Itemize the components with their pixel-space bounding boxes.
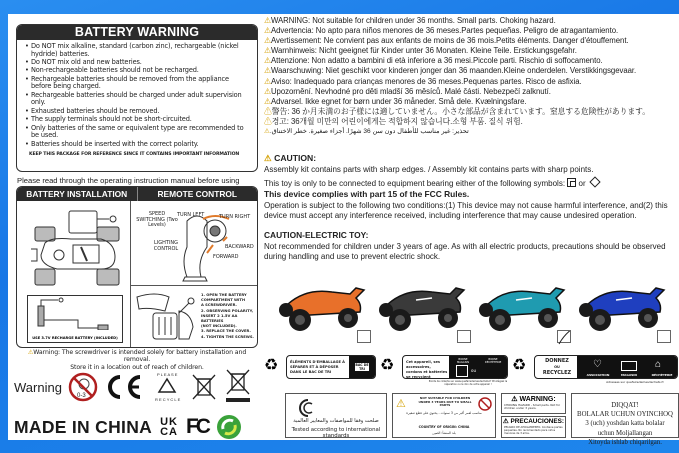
step-line: INSERT 2 1.5V AA BATTERIES — [201, 313, 238, 324]
variant-black-checkbox[interactable] — [457, 330, 471, 343]
battery-warning-item: • Only batteries of the same or equivalent type are recommended to be used. — [25, 125, 251, 140]
green-dot-icon — [216, 414, 242, 440]
warning-triangle-icon: ⚠ — [27, 349, 34, 356]
triman-icon: ♻ — [512, 357, 527, 374]
usb-charging-diagram — [27, 295, 123, 343]
backward-label: BACKWARD — [225, 244, 254, 250]
warning-line: تحذير: غير مناسب للأطفال دون سن 36 شهرًا. أجزاء صغيرة. خطر الاختناق.⚠ — [264, 128, 469, 136]
battery-installation-title: BATTERY INSTALLATION — [17, 187, 138, 201]
warning-triangle-icon: ⚠ — [264, 106, 272, 116]
warning-line: ⚠Advertencia: No apto para niños menores de 36 meses.Partes pequeñas. Peligro de atragantamiento. — [264, 26, 619, 36]
warning-line: ⚠WARNING: Not suitable for children under 36 months. Small parts. Choking hazard. — [264, 16, 556, 25]
store-icon — [456, 365, 468, 377]
step-line: 1. OPEN THE BATTERY — [201, 293, 247, 297]
car-topview-illustration — [31, 209, 127, 293]
warning-line: ⚠Upozornění. Nevhodné pro děti mladší 36 měsíců. Malé části. Nebezpečí zalknutí. — [264, 86, 551, 96]
no-under-3-icon — [478, 397, 492, 411]
turn-left-label: TURN LEFT — [177, 212, 205, 218]
class-iii-diamond-icon — [589, 176, 600, 187]
bin-icon: ⌂ — [655, 359, 662, 370]
battery-warning-item: • Do NOT mix alkaline, standard (carbon zinc), rechargeable (nickel hydride) batteries. — [25, 43, 251, 58]
electric-toy-body: Not recommended for children under 3 years of age. As with all electric products, precautions should be observed during handling and use to prevent electric shock. — [264, 242, 666, 261]
warning-line: ⚠Attenzione: Non adatto a bambini di età inferiore a 36 mesi.Piccole parti. Rischio di soffocamento. — [264, 56, 603, 66]
triman-icon: ♻ — [264, 357, 279, 374]
ukca-mark-icon: UK CA — [160, 416, 178, 438]
car-blue-image — [576, 282, 668, 336]
turn-right-label: TURN RIGHT — [219, 214, 251, 220]
compliance-marks-row — [14, 369, 252, 405]
warning-triangle-icon: ⚠ — [264, 96, 271, 106]
variant-teal-checkbox[interactable] — [557, 330, 571, 343]
ce-mark-icon — [104, 373, 144, 401]
electric-toy-title: CAUTION-ELECTRIC TOY: — [264, 230, 369, 240]
keep-package-note: KEEP THIS PACKAGE FOR REFERENCE SINCE IT CONTAINS IMPORTANT INFORMATION — [29, 151, 240, 157]
svg-text:0-3: 0-3 — [76, 393, 86, 399]
certification-boxes — [262, 393, 679, 446]
battery-compartment-illustration — [135, 291, 199, 345]
step-line: (NOT INCLUDED). — [201, 324, 237, 329]
shop-icon — [621, 361, 637, 371]
car-teal-image — [476, 282, 568, 336]
bac-de-tri-icon: BAC DE TRI — [355, 363, 369, 371]
triman-recycling-row — [262, 351, 679, 389]
warning-triangle-icon: ⚠ — [264, 66, 271, 76]
battery-warning-item: • Rechargeable batteries should be charged under adult supervision only. — [25, 92, 251, 107]
crossed-bin-icon — [190, 372, 218, 402]
heart-hand-icon: ♡ — [593, 359, 602, 370]
forward-label: FORWARD — [213, 254, 239, 260]
crossed-bin-bar-icon — [224, 369, 252, 405]
warning-triangle-icon: ⚠ — [264, 128, 270, 136]
speed-switching-label: SPEED SWITCHING (Two Levels) — [136, 211, 178, 229]
divider — [130, 285, 257, 286]
warning-triangle-icon: ⚠ — [264, 46, 271, 56]
origin-marks-row — [14, 414, 242, 440]
appliance-recycle-box: Cet appareil, ses accessoires, cordons et batteries se recyclent BORNE MAGASIN BORNE DÉCHÈTERIE ou — [402, 355, 508, 379]
battery-warning-box — [16, 24, 258, 172]
not-suitable-box: ⚠ NOT SUITABLE FOR CHILDREN UNDER 3 YEARS DUE TO SMALL PARTS مناسب لعمر أكبر من 3 سنوات - يحتوي على قطع صغيرة COUNTRY OF ORIGIN: CHINA بلد المنشأ: الصين — [392, 393, 496, 438]
variant-blue-checkbox[interactable] — [657, 330, 671, 343]
svg-text:P L E A S E: P L E A S E — [156, 372, 178, 377]
usb-cable-icon — [28, 296, 122, 330]
addresses-note: Adresses sur quefairedemesdechets.fr — [606, 380, 664, 384]
warning-triangle-icon: ⚠ — [264, 153, 272, 163]
fcc-mark-icon: FC — [185, 415, 208, 438]
warning-line: ⚠警告: 36 か月未満のお子様には適していません。小さな部品が含まれています。窒息する危険性があります。 — [264, 106, 650, 116]
remote-control-title: REMOTE CONTROL — [157, 189, 238, 199]
precauciones-box: ⚠ PRECAUCIONES: PELIGRO DE AHOGAMIENTO. Contiene partes pequeñas. No recomendado para niños menores de 3 años. — [501, 416, 566, 438]
warning-triangle-icon: ⚠ — [264, 86, 271, 96]
label-panel — [8, 14, 679, 446]
warning-line: ⚠Advarsel. Ikke egnet for børn under 36 måneder. Små dele. Kvælningsfare. — [264, 96, 527, 106]
assembly-caution: Assembly kit contains parts with sharp edges. / Assembly kit contains parts with sharp points. — [264, 165, 594, 174]
usb-battery-label: USE 3.7V RECHARGE BATTERY (INCLUDED) — [32, 335, 118, 340]
battery-warning-item: • Non-rechargeable batteries should not be recharged. — [25, 67, 251, 75]
step-line: A SCREWDRIVER. — [201, 303, 237, 308]
variant-orange-checkbox[interactable] — [357, 330, 371, 343]
battery-warning-item: • Batteries should be inserted with the correct polarity. — [25, 141, 251, 149]
warning-line: ⚠경고: 36개월 미만의 어린이에게는 적합하지 않습니다.소형 부품. 질식 위험. — [264, 116, 523, 126]
packaging-sort-box: ÉLÉMENTS D'EMBALLAGE À SÉPARER ET À DÉPOSER DANS LE BAC DE TRI BAC DE TRI — [286, 355, 376, 379]
car-orange-image — [276, 282, 368, 336]
warning-triangle-icon: ⚠ — [396, 398, 406, 410]
screwdriver-warning-line: Warning: The screwdriver is intended solely for battery installation and removal. — [33, 349, 247, 364]
warning-triangle-icon: ⚠ — [264, 56, 271, 66]
tested-standards-box: صلحت وفقا للمواصفات والمعايير العالمية Tested according to international standards — [285, 393, 387, 438]
collection-note: Points de collecte sur www.quefairedemesdechets.fr Privilégiez la réparation ou le don de votre appareil ! — [428, 380, 508, 386]
uzbek-warning-box: DIQQAT! BOLALAR UCHUN OYINCHOQ 3 (uch) yoshdan katta bolalar uchun Moljallangan Xitoyda ishlab chiqarilgan. — [571, 393, 679, 438]
warning-line: ⚠Avertissement: Ne convient pas aux enfants de moins de 36 mois.Petits éléments. Danger d'étouffement. — [264, 36, 629, 46]
fcc-body: Operation is subject to the following two conditions:(1) This device may not cause harmful interference, and(2) this device must accept any interference received, including interference that may cause undesired operation. — [264, 201, 668, 220]
color-variants — [274, 282, 679, 344]
warning-line: ⚠Waarschuwing: Niet geschikt voor kinderen jonger dan 36 maanden.Kleine onderdelen. Verstikkingsgevaar. — [264, 66, 637, 76]
triman-icon: ♻ — [380, 357, 395, 374]
no-under-3-icon — [68, 372, 98, 402]
fcc-title: This device complies with part 15 of the FCC Rules. — [264, 189, 470, 199]
warning-line: ⚠Warnhinweis: Nicht geeignet für Kinder unter 36 Monaten. Kleine Teile. Erstickungsgefahr. — [264, 46, 577, 56]
warning-triangle-icon: ⚠ — [264, 76, 271, 86]
battery-warning-item: • Do NOT mix old and new batteries. — [25, 59, 251, 67]
step-line: COMPARTMENT WITH — [201, 298, 246, 303]
multilingual-warnings — [264, 16, 679, 137]
svg-text:R E C Y C L E: R E C Y C L E — [154, 397, 181, 402]
step-line: 2. OBSERVING POLARITY, — [201, 308, 254, 313]
warning-triangle-icon: ⚠ — [264, 26, 271, 36]
step-line: 3. REPLACE THE COVER. — [201, 329, 251, 334]
warning-word: Warning — [14, 379, 62, 395]
warning-triangle-icon: ⚠ — [264, 36, 271, 46]
please-recycle-icon — [150, 370, 184, 404]
lighting-control-label: LIGHTING CONTROL — [153, 240, 179, 252]
battery-steps — [201, 293, 257, 340]
choking-warning-box: ⚠ WARNING: CHOKING HAZARD - Small parts. Not for children under 3 years. — [501, 393, 566, 414]
warning-line: ⚠Aviso: Inadequado para crianças menores de 36 meses.Pequenas partes. Risco de asfixia. — [264, 76, 582, 86]
battery-warning-item: • The supply terminals should not be short-circuited. — [25, 116, 251, 124]
tested-logo-icon — [294, 398, 324, 418]
connection-note: This toy is only to be connected to equipment bearing either of the following symbols: or — [264, 178, 679, 189]
warning-triangle-icon: ⚠ — [264, 16, 271, 25]
screwdriver-warning — [14, 349, 260, 371]
read-manual-note: Please read through the operating instruction manual before using — [17, 176, 240, 185]
divider — [130, 201, 131, 348]
instruction-diagram — [16, 186, 258, 348]
donate-recycle-box: DONNEZ OU RECYCLEZ ASSOCIATION MAGASIN DÉCHÈTERIE ♡ ⌂ — [534, 355, 678, 379]
warning-triangle-icon: ⚠ — [502, 418, 509, 425]
battery-warning-list — [17, 40, 257, 148]
battery-warning-item: • Rechargeable batteries should be removed from the appliance before being charged. — [25, 76, 251, 91]
step-line: 4. TIGHTEN THE SCREWS. — [201, 334, 254, 339]
battery-warning-item: • Exhausted batteries should be removed. — [25, 108, 251, 116]
caution-heading: ⚠ CAUTION: — [264, 153, 317, 163]
class-ii-square-icon — [567, 178, 576, 187]
warning-triangle-icon: ⚠ — [264, 116, 272, 126]
screwdriver-warning-line: Store it in a location out of reach of children. — [70, 363, 204, 371]
car-black-image — [376, 282, 468, 336]
checkmark-icon — [558, 331, 572, 345]
battery-warning-title: BATTERY WARNING — [17, 25, 257, 40]
made-in-china: MADE IN CHINA — [14, 416, 153, 437]
warning-triangle-icon: ⚠ — [511, 396, 518, 403]
